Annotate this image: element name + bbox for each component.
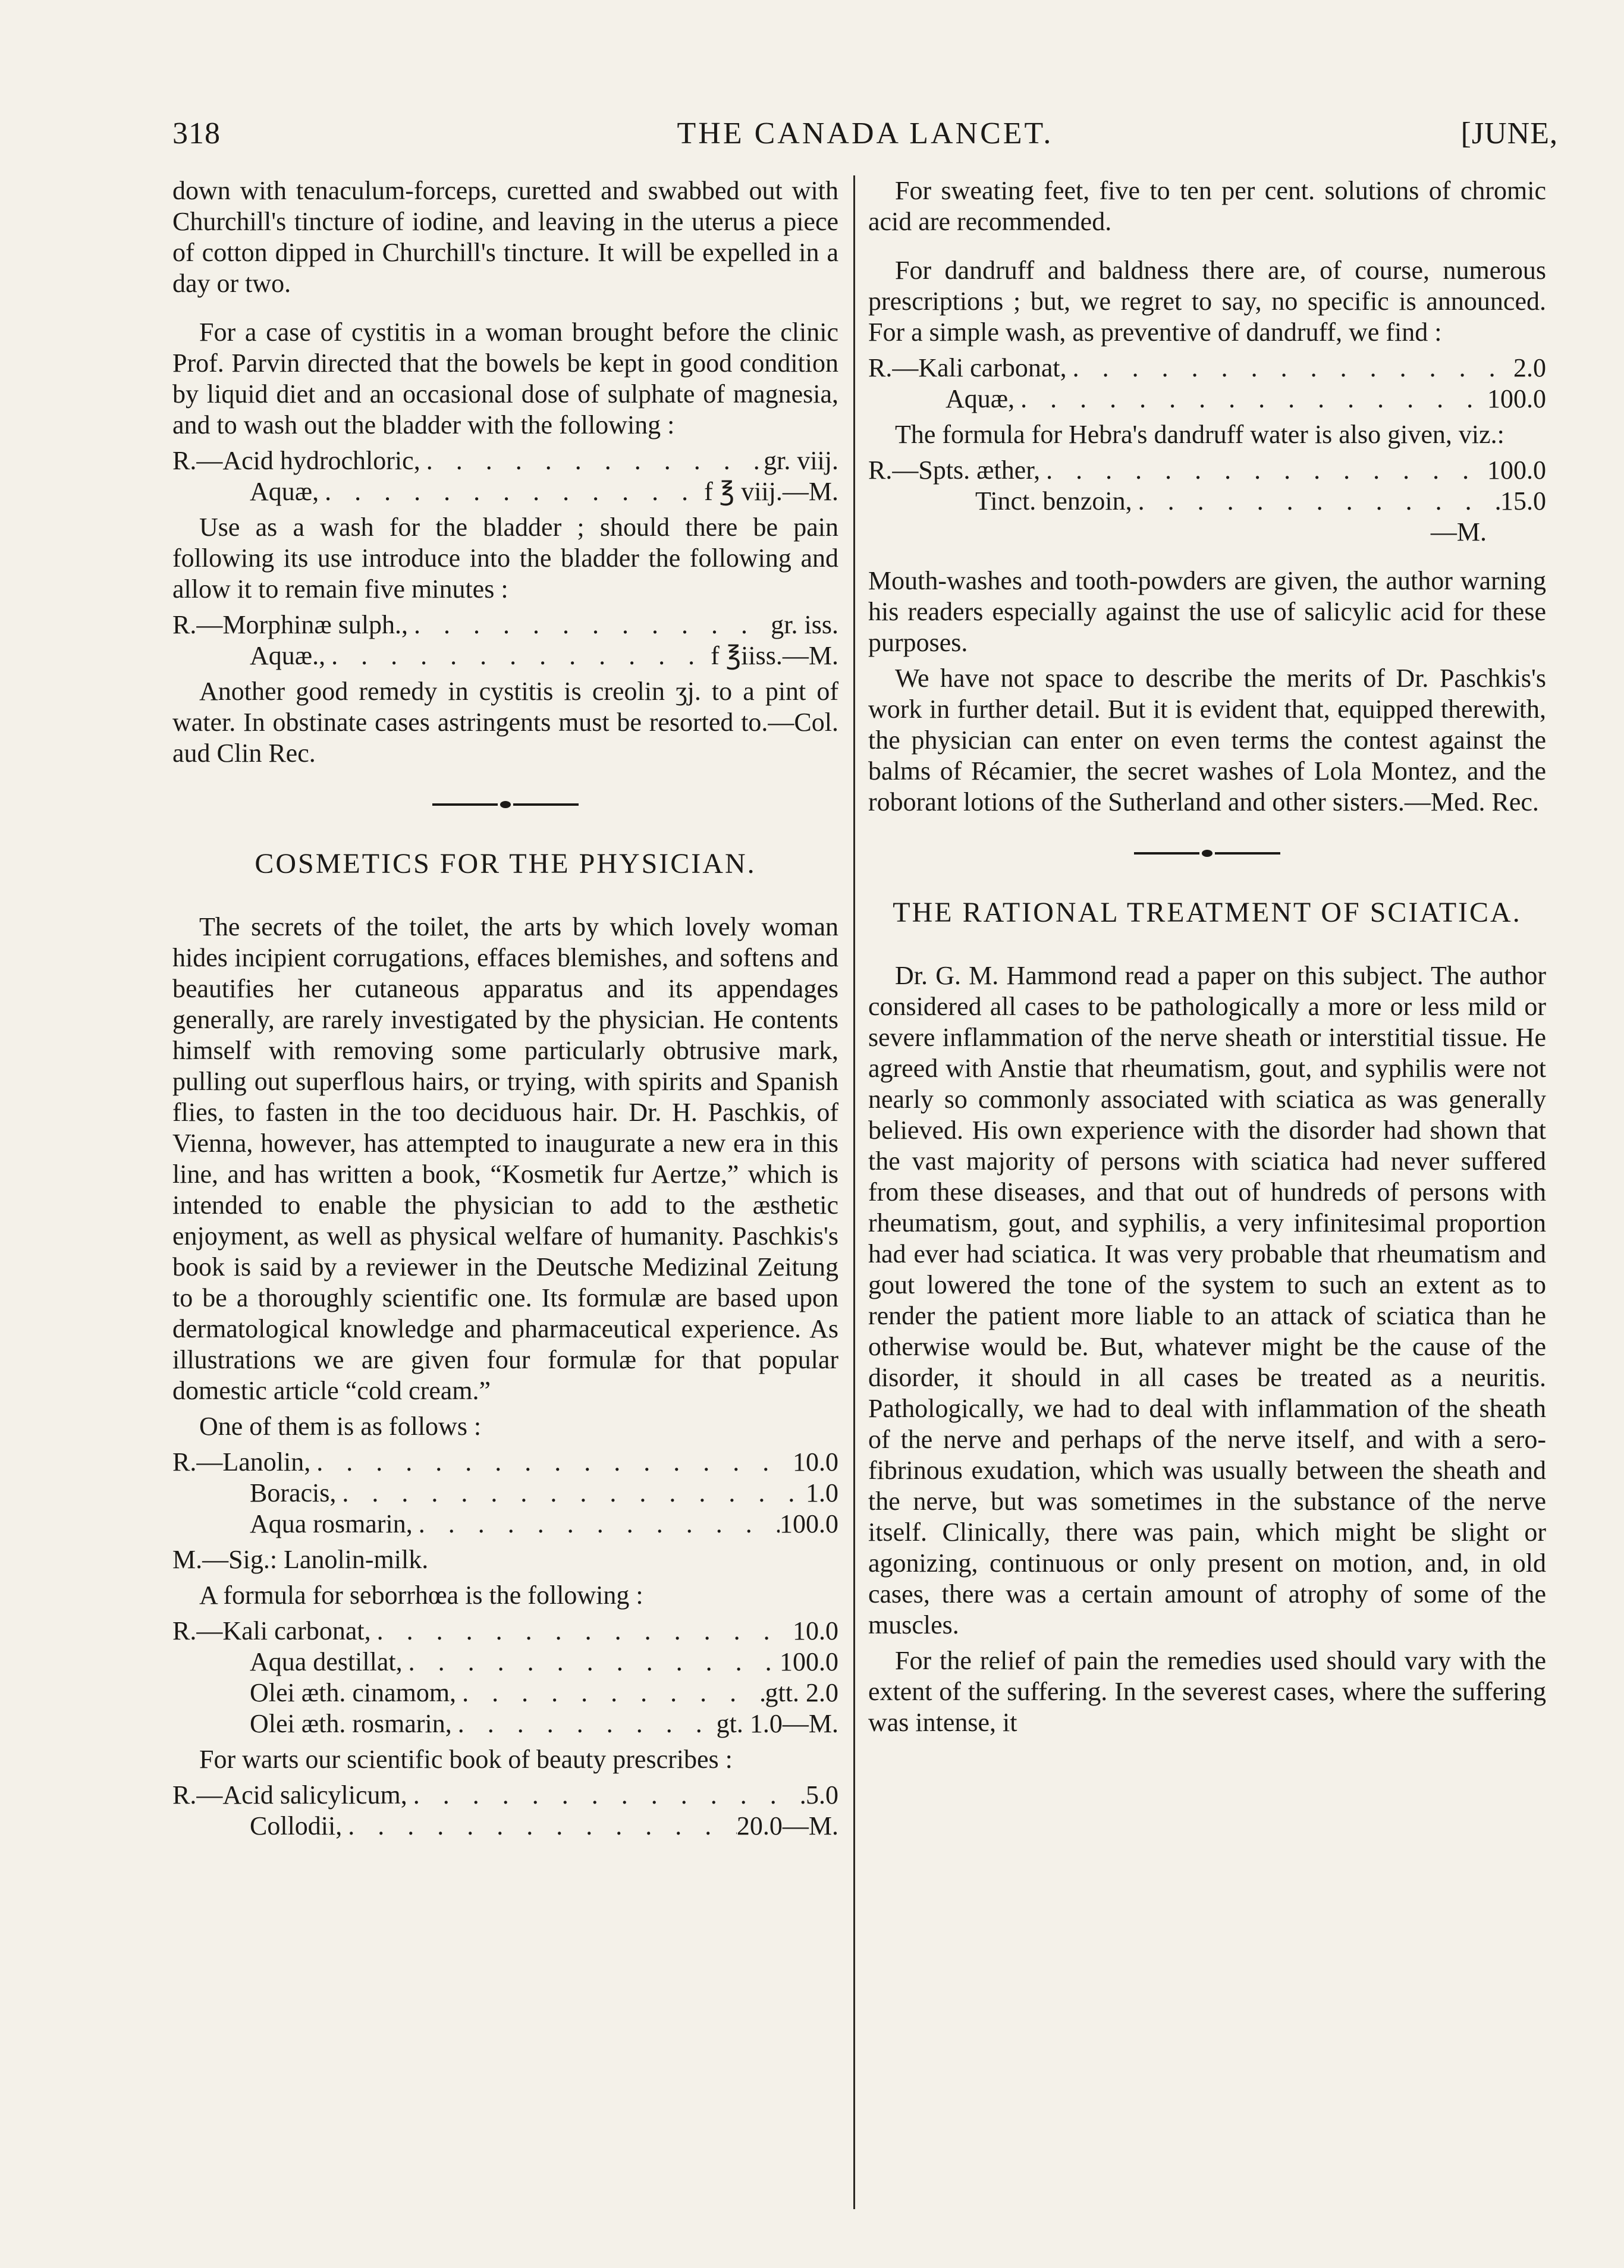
prescription-line: Boracis, . . . 1.0 (172, 1478, 838, 1509)
left-column (172, 175, 838, 1846)
prescription-line: Olei æth. cinamom, . . . gtt. 2.0 (172, 1678, 838, 1708)
prescription-line: Collodii, . . . 20.0—M. (172, 1811, 838, 1842)
prescription-line: Aquæ, . . . f ℥ viij.—M. (172, 476, 838, 507)
prescription (172, 1780, 838, 1842)
prescription (868, 455, 1546, 548)
prescription (172, 1616, 838, 1739)
paragraph: For warts our scientific book of beauty prescribes : (199, 1745, 733, 1774)
paragraph: The secrets of the toilet, the arts by which lovely woman hides incipient corrugations, effaces blemishes, and softens and beautifies her cutaneous apparatus and its appendages generally, are rarely investigated by the physician. He contents himself with removing some particularly obtrusive mark, pulling out superflous hairs, or trying, with spirits and Spanish flies, to fasten in the too deciduous hair. Dr. H. Paschkis, of Vienna, however, has attempted to inaugurate a new era in this line, and has written a book, “Kosmetik fur Aertze,” which is intended to enable the physician to add to the æsthetic enjoyment, as well as physical welfare of humanity. Paschkis's book is said by a reviewer in the Deutsche Medizinal Zeitung to be a thoroughly scientific one. Its formulæ are based upon dermatological knowledge and pharmaceutical experience. As illustrations we are given four formulæ for that popular domestic article “cold cream.” (172, 912, 838, 1405)
paragraph: Mouth-washes and tooth-powders are given, the author warning his readers especially against the use of salicylic acid for these purposes. (868, 566, 1546, 657)
prescription-line: Tinct. benzoin, . . . 15.0 (868, 486, 1546, 517)
paragraph: Another good remedy in cystitis is creolin ʒj. to a pint of water. In obstinate cases astringents must be resorted to.—Col. aud Clin Rec. (172, 677, 838, 768)
prescription-line: R.—Morphinæ sulph., . . . gr. iss. (172, 610, 838, 640)
section-title: THE RATIONAL TREATMENT OF SCIATICA. (893, 897, 1522, 928)
prescription (172, 610, 838, 671)
prescription-line: R.—Acid salicylicum, . . . 5.0 (172, 1780, 838, 1811)
prescription-line: Aqua destillat, . . . 100.0 (172, 1647, 838, 1678)
prescription (172, 1447, 838, 1540)
prescription-line: Aquæ, . . . 100.0 (868, 384, 1546, 414)
right-column (868, 175, 1546, 1756)
section-ornament (868, 835, 1546, 871)
prescription-line: Aqua rosmarin, . . . 100.0 (172, 1509, 838, 1540)
paragraph: Use as a wash for the bladder ; should there be pain following its use introduce into the bladder the following and allow it to remain five minutes : (172, 513, 838, 604)
column-divider (853, 175, 855, 2209)
paragraph: For a case of cystitis in a woman brought before the clinic Prof. Parvin directed that the bowels be kept in good condition by liquid diet and an occasional dose of sulphate of magnesia, and to wash out the bladder with the following : (172, 318, 838, 439)
prescription-line: Olei æth. rosmarin, . . . gt. 1.0—M. (172, 1708, 838, 1739)
journal-title: THE CANADA LANCET. (677, 117, 1054, 150)
prescription (868, 353, 1546, 414)
paragraph: We have not space to describe the merits of Dr. Paschkis's work in further detail. But it is evident that, equipped therewith, the physician can enter on even terms the contest against the balms of Récamier, the secret washes of Lola Montez, and the roborant lotions of the Sutherland and other sisters.—Med. Rec. (868, 664, 1546, 816)
prescription-line: —M. (1430, 517, 1487, 546)
prescription-line: R.—Acid hydrochloric, . . . gr. viij. (172, 445, 838, 476)
paragraph: M.—Sig.: Lanolin-milk. (172, 1545, 429, 1574)
prescription-line: R.—Kali carbonat, . . . 2.0 (868, 353, 1546, 384)
prescription-line: R.—Lanolin, . . . 10.0 (172, 1447, 838, 1478)
prescription-line: R.—Spts. æther, . . . 100.0 (868, 455, 1546, 486)
paragraph: For the relief of pain the remedies used should vary with the extent of the suffering. In the severest cases, where the suffering was intense, it (868, 1646, 1546, 1737)
paragraph: For dandruff and baldness there are, of course, numerous prescriptions ; but, we regret to say, no specific is announced. For a simple wash, as preventive of dandruff, we find : (868, 256, 1546, 347)
paragraph: One of them is as follows : (199, 1412, 482, 1441)
paragraph: For sweating feet, five to ten per cent. solutions of chromic acid are recommended. (868, 176, 1546, 236)
paragraph: down with tenaculum-forceps, curetted and swabbed out with Churchill's tincture of iodine, and leaving in the uterus a piece of cotton dipped in Churchill's tincture. It will be expelled in a day or two. (172, 176, 838, 298)
section-ornament (172, 787, 838, 822)
prescription-line: Aquæ., . . . f ℥iiss.—M. (172, 640, 838, 671)
section-title: COSMETICS FOR THE PHYSICIAN. (255, 848, 756, 879)
paragraph: A formula for seborrhœa is the following : (199, 1581, 643, 1610)
issue-month: [JUNE, (1460, 117, 1558, 150)
paragraph: The formula for Hebra's dandruff water is also given, viz.: (895, 420, 1504, 449)
prescription-line: R.—Kali carbonat, . . . 10.0 (172, 1616, 838, 1647)
page-header (172, 116, 1558, 164)
prescription (172, 445, 838, 507)
page-number: 318 (172, 117, 221, 150)
paragraph: Dr. G. M. Hammond read a paper on this subject. The author considered all cases to be pathologically a more or less mild or severe inflammation of the nerve sheath or interstitial tissue. He agreed with Anstie that rheumatism, gout, and syphilis were not nearly so commonly associated with sciatica as was generally believed. His own experience with the disorder had shown that the vast majority of persons with sciatica had never suffered from these diseases, and that out of hundreds of persons with rheumatism, gout, and syphilis, a very infinitesimal proportion had ever had sciatica. It was very probable that rheumatism and gout lowered the tone of the system to such an extent as to render the patient more liable to an attack of sciatica than he otherwise would be. But, whatever might be the cause of the disorder, it should in all cases be treated as a neuritis. Pathologically, we had to deal with inflammation of the sheath of the nerve and perhaps of the nerve itself, and with a sero-fibrinous exudation, which was usually between the sheath and the nerve, but was sometimes in the substance of the nerve itself. Clinically, there was pain, which might be slight or agonizing, continuous or only present on motion, and, in old cases, there was a certain amount of atrophy of some of the muscles. (868, 961, 1546, 1639)
